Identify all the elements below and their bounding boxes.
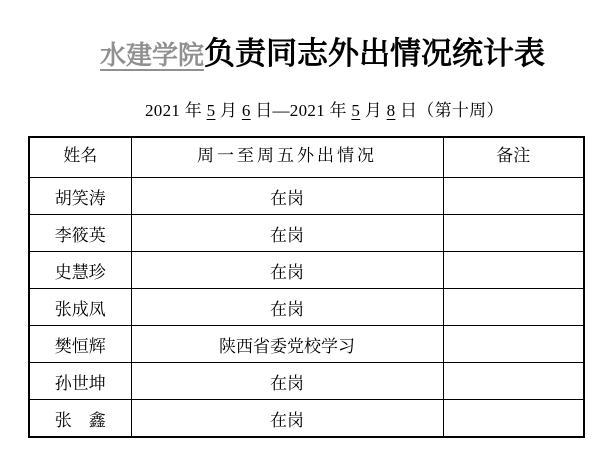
name-cell: 张 鑫: [29, 400, 131, 438]
name-cell: 张成凤: [29, 289, 131, 326]
name-cell: 李筱英: [29, 215, 131, 252]
title-rest: 负责同志外出情况统计表: [204, 36, 546, 71]
document-title: [100, 36, 545, 72]
table-row: [29, 326, 584, 363]
remark-cell: [443, 363, 584, 400]
name-cell: 樊恒辉: [29, 326, 131, 363]
col-header-remark: 备注: [443, 137, 584, 178]
subtitle-segment: 5: [206, 101, 216, 120]
subtitle-segment: 日—2021 年: [250, 101, 352, 120]
status-cell: 在岗: [131, 178, 443, 215]
remark-cell: [443, 252, 584, 289]
col-header-status: 周一至周五外出情况: [131, 137, 443, 178]
name-cell: 胡笑涛: [29, 178, 131, 215]
remark-cell: [443, 178, 584, 215]
table-row: [29, 289, 584, 326]
table-row: [29, 400, 584, 438]
subtitle-segment: 6: [241, 101, 251, 120]
subtitle-segment: 日（第十周）: [395, 101, 504, 120]
status-cell: 在岗: [131, 363, 443, 400]
remark-cell: [443, 289, 584, 326]
remark-cell: [443, 326, 584, 363]
date-range-subtitle: [145, 96, 504, 121]
subtitle-segment: 2021 年: [145, 101, 207, 120]
status-cell: 在岗: [131, 215, 443, 252]
table-header-row: [29, 137, 584, 178]
status-cell: 在岗: [131, 289, 443, 326]
name-cell: 孙世坤: [29, 363, 131, 400]
subtitle-segment: 月: [360, 101, 387, 120]
table-row: [29, 252, 584, 289]
subtitle-segment: 5: [351, 101, 361, 120]
table-row: [29, 178, 584, 215]
subtitle-segment: 8: [386, 101, 396, 120]
status-cell: 在岗: [131, 400, 443, 438]
status-cell: 陕西省委党校学习: [131, 326, 443, 363]
table-row: [29, 215, 584, 252]
status-cell: 在岗: [131, 252, 443, 289]
remark-cell: [443, 215, 584, 252]
title-college-underlined: 水建学院: [100, 41, 205, 70]
subtitle-segment: 月: [215, 101, 242, 120]
remark-cell: [443, 400, 584, 438]
attendance-table: [28, 136, 585, 438]
table-row: [29, 363, 584, 400]
name-cell: 史慧珍: [29, 252, 131, 289]
col-header-name: 姓名: [29, 137, 131, 178]
